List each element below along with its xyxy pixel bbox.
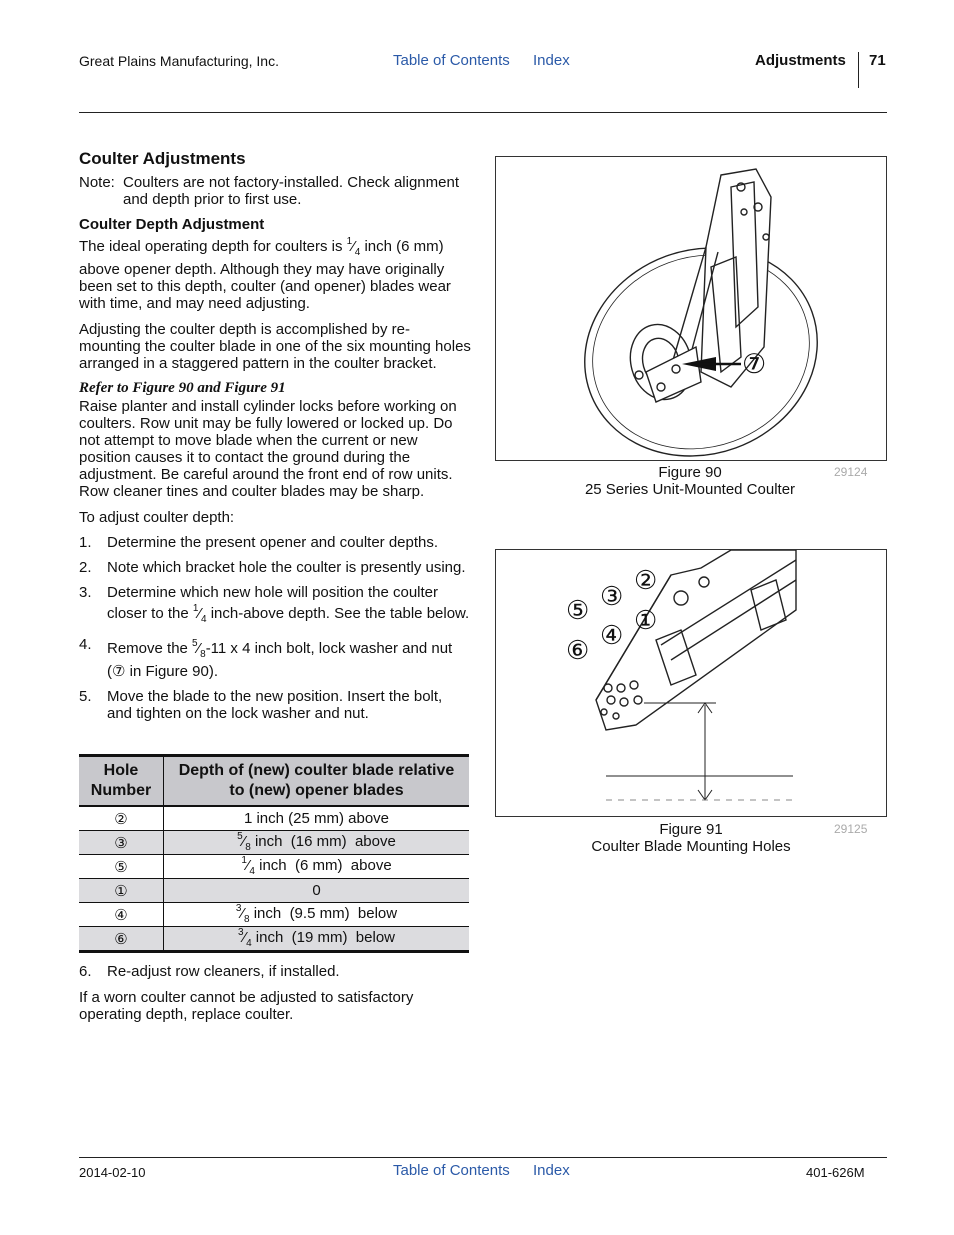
section-subtitle: Coulter Depth Adjustment [79,216,265,233]
col-hole-number: Hole Number [79,756,164,807]
callout-3: ③ [600,581,624,611]
col-depth: Depth of (new) coulter blade relative to (new) opener blades [164,756,470,807]
page-number: 71 [869,52,886,69]
hole-cell: ② [79,806,164,831]
depth-text: inch (6 mm) above [254,857,392,874]
fraction: $^5⁄_8$ [237,831,251,853]
figure-91-caption [560,821,822,855]
step-text: inch-above depth. See the table below. [206,605,470,622]
table-header-row [79,756,469,807]
figure-90-label: Figure 90 [658,464,722,481]
frac-num: 5 [237,831,243,842]
figure-90-image [495,156,887,461]
callout-7: ⑦ [742,349,767,379]
fraction: $^1⁄_4$ [192,603,207,625]
step-number: 6. [79,963,92,980]
depth-cell [164,927,470,952]
hole-cell: ① [79,879,164,903]
step-number: 1. [79,534,92,551]
footer-index-link[interactable]: Index [533,1162,570,1179]
paragraph-ideal-depth [79,234,471,312]
callout-1: ① [634,605,658,635]
frac-den: 4 [246,938,252,949]
list-item [79,534,471,551]
frac-den: 4 [200,614,207,625]
index-link[interactable]: Index [533,52,570,69]
step-text: Re-adjust row cleaners, if installed. [107,963,340,980]
depth-table [79,754,469,953]
step-text: Move the blade to the new position. Insert the bolt, and tighten on the lock washer and nut. [107,688,443,722]
frac-den: 8 [243,914,250,925]
table-row [79,879,469,903]
step-number: 3. [79,584,92,601]
depth-text: inch (19 mm) below [251,929,396,946]
step-text: -11 x 4 inch bolt, lock washer and nut (⑦ in Figure 90). [107,640,453,680]
depth-cell [164,879,470,903]
footer-toc-link[interactable]: Table of Contents [393,1162,510,1179]
table-row [79,903,469,927]
frac-num: 1 [192,603,199,614]
hole-cell: ⑥ [79,927,164,952]
depth-cell [164,831,470,855]
depth-text: 1 inch (25 mm) above [243,810,390,827]
text: The ideal operating depth for coulters is [79,238,347,255]
table-row [79,927,469,952]
callout-6: ⑥ [566,635,590,665]
note-label: Note: [79,174,115,191]
main-column [79,150,471,722]
depth-cell [164,903,470,927]
company-name: Great Plains Manufacturing, Inc. [79,53,279,69]
fraction: $^3⁄_8$ [235,903,250,925]
frac-num: 1 [241,855,247,866]
figure-91-label: Figure 91 [659,821,723,838]
frac-num: 1 [346,236,353,247]
depth-text: inch (9.5 mm) below [249,905,398,922]
step-number: 2. [79,559,92,576]
note-text: Coulters are not factory-installed. Check alignment and depth prior to first use. [123,174,459,208]
step-number: 5. [79,688,92,705]
figure-91-number: 29125 [834,822,868,836]
figure-90-title: 25 Series Unit-Mounted Coulter [584,481,796,498]
paragraph-safety: Raise planter and install cylinder locks before working on coulters. Row unit may be fully lowered or locked up. Do not attempt to move blade when the current or new position causes it to contact the ground during the adjustment. Be careful around the front end of row units. Row cleaner tines and coulter blades may be sharp. [79,398,457,500]
table-row [79,806,469,831]
steps-list [79,534,471,722]
callout-2: ② [634,565,658,595]
mounting-holes-illustration [496,550,886,816]
fraction: $^3⁄_4$ [237,927,252,949]
depth-table-wrap [79,754,469,953]
depth-text: 0 [312,882,321,899]
depth-cell [164,855,470,879]
list-item [79,559,471,576]
table-row [79,831,469,855]
step-text: Note which bracket hole the coulter is presently using. [107,559,466,576]
frac-den: 8 [200,649,206,660]
callout-4: ④ [600,620,624,650]
paragraph-worn-coulter: If a worn coulter cannot be adjusted to satisfactory operating depth, replace coulter. [79,989,414,1023]
list-item [79,636,471,680]
paragraph-remounting: Adjusting the coulter depth is accomplished by re-mounting the coulter blade in one of the six mounting holes arranged in a staggered pattern in the coulter bracket. [79,321,471,372]
coulter-illustration [496,157,886,460]
footer-doc-number: 401-626M [806,1165,865,1180]
figure-90-caption [560,464,820,498]
footer-rule [79,1157,887,1158]
page-title: Coulter Adjustments [79,149,246,168]
step-text: Determine which new hole will position the coulter closer to the [107,584,438,622]
list-item [79,584,471,628]
hole-cell: ③ [79,831,164,855]
note [79,174,471,208]
header-divider [858,52,859,88]
fraction: $^1⁄_4$ [346,236,361,258]
hole-cell: ④ [79,903,164,927]
frac-num: 3 [235,903,242,914]
depth-cell [164,806,470,831]
fraction: $^1⁄_4$ [241,855,255,877]
frac-den: 8 [245,842,251,853]
figure-reference: Refer to Figure 90 and Figure 91 [79,380,286,396]
step-text: Remove the [107,640,193,657]
callout-5: ⑤ [566,595,590,625]
list-item [79,963,471,980]
figure-90-number: 29124 [834,465,868,479]
depth-text: inch (16 mm) above [250,833,396,850]
table-row [79,855,469,879]
figure-91-image [495,549,887,817]
step-number: 4. [79,636,92,653]
list-item [79,688,471,722]
frac-num: 3 [237,927,244,938]
text: inch (6 mm) above opener depth. Although they may have originally been set to this depth, coulter (and opener) blades wear with time, and may need adjusting. [79,238,451,312]
frac-num: 5 [192,638,198,649]
fraction: $^5⁄_8$ [192,638,206,660]
figure-91-title: Coulter Blade Mounting Holes [591,838,791,855]
footer-date: 2014-02-10 [79,1165,146,1180]
frac-den: 4 [249,866,255,877]
step-text: Determine the present opener and coulter depths. [107,534,439,551]
after-table [79,963,471,1023]
section-title: Adjustments [755,52,846,69]
toc-link[interactable]: Table of Contents [393,52,510,69]
header-rule [79,112,887,113]
hole-cell: ⑤ [79,855,164,879]
frac-den: 4 [354,247,361,258]
paragraph-intro-steps: To adjust coulter depth: [79,509,235,526]
